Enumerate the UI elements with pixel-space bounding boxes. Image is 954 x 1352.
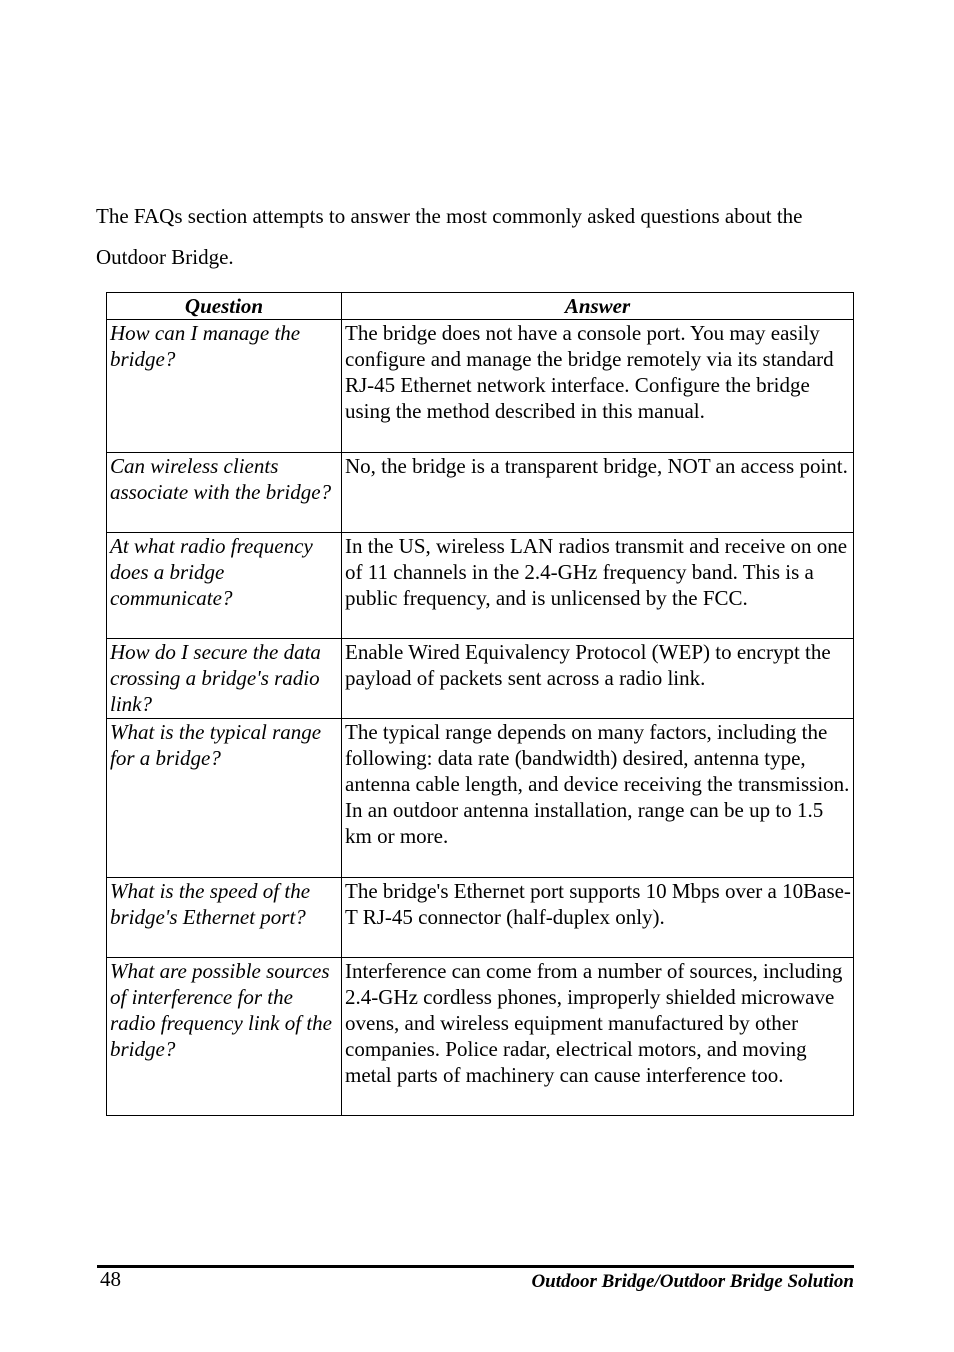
question-cell: Can wireless clients associate with the bridge?	[107, 453, 342, 533]
table-row	[107, 320, 854, 453]
question-cell: What is the speed of the bridge's Ethernet port?	[107, 878, 342, 958]
intro-paragraph: The FAQs section attempts to answer the most commonly asked questions about the Outdoor Bridge.	[96, 204, 803, 269]
faq-table	[106, 292, 854, 1116]
table-row	[107, 453, 854, 533]
page-number: 48	[100, 1267, 121, 1291]
question-cell: What are possible sources of interference for the radio frequency link of the bridge?	[107, 958, 342, 1116]
question-cell: At what radio frequency does a bridge communicate?	[107, 533, 342, 639]
question-cell: What is the typical range for a bridge?	[107, 719, 342, 878]
question-cell: How can I manage the bridge?	[107, 320, 342, 453]
answer-cell: Enable Wired Equivalency Protocol (WEP) to encrypt the payload of packets sent across a radio link.	[342, 639, 854, 719]
answer-column-header: Answer	[342, 293, 854, 320]
answer-cell: The typical range depends on many factors, including the following: data rate (bandwidth) desired, antenna type, antenna cable length, and device receiving the transmission. In an outdoor antenna installation, range can be up to 1.5 km or more.	[342, 719, 854, 878]
table-row	[107, 878, 854, 958]
table-header-row	[107, 293, 854, 320]
table-row	[107, 533, 854, 639]
answer-cell: The bridge does not have a console port. You may easily configure and manage the bridge remotely via its standard RJ-45 Ethernet network interface. Configure the bridge using the method described in this manual.	[342, 320, 854, 453]
answer-cell: No, the bridge is a transparent bridge, NOT an access point.	[342, 453, 854, 533]
answer-cell: The bridge's Ethernet port supports 10 Mbps over a 10Base-T RJ-45 connector (half-duplex only).	[342, 878, 854, 958]
footer-document-title: Outdoor Bridge/Outdoor Bridge Solution	[531, 1271, 854, 1292]
footer-divider	[97, 1265, 854, 1268]
question-cell: How do I secure the data crossing a bridge's radio link?	[107, 639, 342, 719]
table-row	[107, 719, 854, 878]
answer-cell: In the US, wireless LAN radios transmit and receive on one of 11 channels in the 2.4-GHz frequency band. This is a public frequency, and is unlicensed by the FCC.	[342, 533, 854, 639]
answer-cell: Interference can come from a number of sources, including 2.4-GHz cordless phones, improperly shielded microwave ovens, and wireless equipment manufactured by other companies. Police radar, electrical motors, and moving metal parts of machinery can cause interference too.	[342, 958, 854, 1116]
question-column-header: Question	[107, 293, 342, 320]
table-row	[107, 958, 854, 1116]
table-row	[107, 639, 854, 719]
